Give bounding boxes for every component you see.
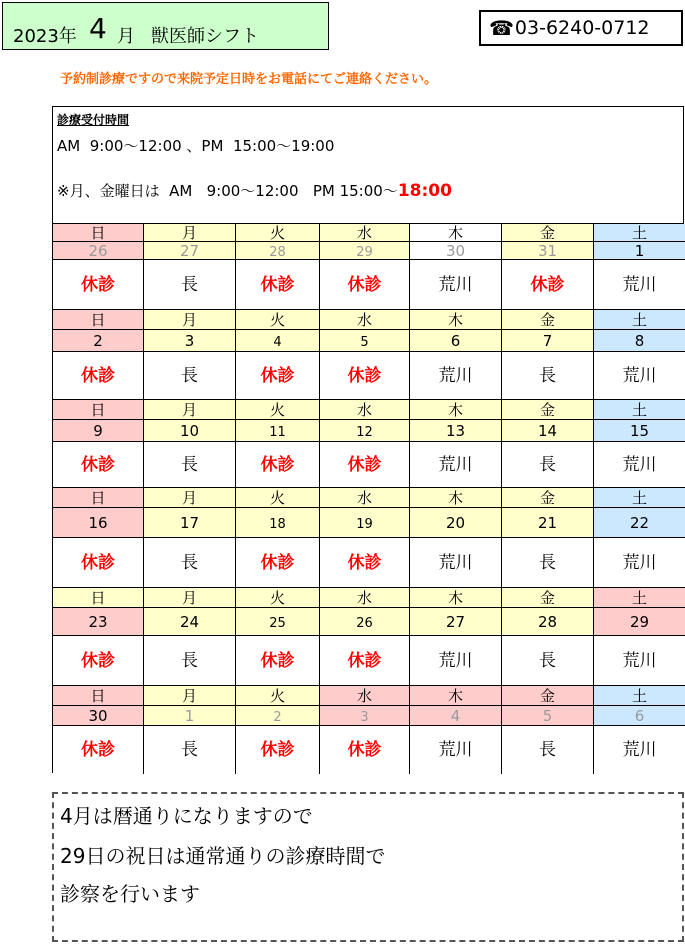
date-cell: [144, 330, 236, 352]
day-name: 月: [181, 589, 197, 607]
date-number: 8: [634, 332, 645, 350]
date-cell: [320, 242, 410, 260]
day-name-cell: [144, 588, 236, 608]
day-name-cell: [320, 310, 410, 330]
day-name: 月: [181, 687, 197, 705]
day-name: 木: [447, 401, 463, 419]
staff-cell: [236, 538, 320, 588]
date-cell: [410, 330, 502, 352]
day-name-cell: [144, 686, 236, 706]
date-cell: [410, 608, 502, 636]
day-name-cell: [236, 224, 320, 242]
day-name-cell: [320, 400, 410, 420]
vet-name: 長: [181, 366, 198, 386]
phone-number: 03-6240-0712: [514, 17, 650, 39]
day-name-cell: [410, 588, 502, 608]
day-name-cell: [502, 488, 594, 508]
staff-cell: [236, 352, 320, 400]
staff-cell: [502, 260, 594, 310]
vet-name: 長: [539, 455, 556, 475]
date-cell: [320, 608, 410, 636]
closed-label: 休診: [260, 275, 295, 295]
day-name-cell: [144, 488, 236, 508]
day-name-cell: [144, 400, 236, 420]
date-number: 9: [93, 422, 103, 440]
day-name-cell: [594, 488, 685, 508]
staff-cell: [410, 726, 502, 774]
day-name-cell: [594, 310, 685, 330]
date-number: 24: [179, 613, 200, 631]
day-name-cell: [53, 686, 144, 706]
hours-regular: AM 9:00〜12:00 、PM 15:00〜19:00: [57, 137, 335, 155]
date-cell: [410, 242, 502, 260]
day-name: 火: [269, 589, 285, 607]
shift-calendar: [52, 223, 684, 773]
vet-name: 長: [181, 651, 198, 671]
title-month-number: 4: [89, 12, 107, 45]
day-name-cell: [410, 400, 502, 420]
staff-cell: [320, 260, 410, 310]
staff-cell: [236, 726, 320, 774]
date-number: 5: [360, 335, 369, 350]
day-name: 土: [631, 311, 647, 329]
day-name: 火: [269, 401, 285, 419]
day-name-cell: [320, 686, 410, 706]
staff-cell: [236, 260, 320, 310]
staff-cell: [410, 260, 502, 310]
day-name-cell: [236, 400, 320, 420]
staff-cell: [53, 442, 144, 488]
day-name: 日: [90, 311, 106, 329]
day-name-cell: [53, 400, 144, 420]
day-name-cell: [53, 224, 144, 242]
day-name-cell: [410, 224, 502, 242]
closed-label: 休診: [347, 275, 382, 295]
vet-name: 長: [181, 553, 198, 573]
closed-label: 休診: [81, 553, 115, 573]
day-name: 月: [181, 489, 197, 507]
date-number: 30: [445, 242, 466, 260]
staff-cell: [53, 352, 144, 400]
staff-cell: [320, 442, 410, 488]
date-number: 13: [445, 422, 466, 440]
staff-cell: [144, 726, 236, 774]
date-number: 3: [360, 710, 369, 725]
hours-mon-fri: [57, 180, 452, 201]
date-number: 11: [269, 425, 286, 440]
day-name: 金: [539, 224, 555, 242]
day-name: 水: [356, 224, 372, 242]
day-name-cell: [53, 310, 144, 330]
day-name: 金: [539, 401, 555, 419]
vet-name: 長: [539, 651, 556, 671]
day-name: 水: [356, 489, 372, 507]
closed-label: 休診: [260, 366, 295, 386]
date-cell: [53, 242, 144, 260]
date-number: 7: [542, 332, 553, 350]
date-cell: [144, 706, 236, 726]
closed-label: 休診: [347, 366, 382, 386]
date-cell: [144, 508, 236, 538]
staff-cell: [502, 442, 594, 488]
vet-name: 荒川: [622, 651, 657, 671]
closed-label: 休診: [81, 651, 115, 671]
closed-label: 休診: [347, 553, 382, 573]
title-year: 2023年: [13, 26, 77, 47]
staff-cell: [320, 538, 410, 588]
day-name: 金: [539, 589, 555, 607]
staff-cell: [410, 636, 502, 686]
day-name: 金: [539, 489, 555, 507]
date-number: 20: [445, 514, 466, 532]
staff-cell: [320, 636, 410, 686]
date-number: 27: [179, 242, 200, 260]
staff-cell: [502, 352, 594, 400]
staff-cell: [594, 260, 685, 310]
staff-cell: [410, 442, 502, 488]
date-number: 2: [93, 332, 103, 350]
closed-label: 休診: [81, 740, 115, 760]
hours-mon-fri-text: ※月、金曜日は AM 9:00〜12:00 PM 15:00〜: [57, 182, 398, 200]
date-number: 23: [88, 613, 108, 631]
date-number: 12: [356, 425, 373, 440]
day-name: 土: [631, 489, 647, 507]
closed-label: 休診: [260, 651, 295, 671]
memo-line-2: 29日の祝日は通常通りの診療時間で: [60, 844, 386, 868]
vet-name: 荒川: [622, 366, 657, 386]
vet-name: 荒川: [622, 455, 657, 475]
vet-name: 長: [181, 455, 198, 475]
date-cell: [502, 330, 594, 352]
date-cell: [594, 706, 685, 726]
day-name: 土: [631, 589, 647, 607]
date-cell: [502, 420, 594, 442]
day-name: 火: [269, 311, 285, 329]
date-number: 28: [269, 245, 286, 260]
day-name: 水: [356, 401, 372, 419]
day-name: 木: [447, 489, 463, 507]
hours-mon-fri-end: 18:00: [397, 181, 452, 201]
date-number: 1: [634, 242, 645, 260]
day-name-cell: [594, 224, 685, 242]
title-subtitle: 獣医師シフト: [151, 26, 259, 47]
vet-name: 荒川: [622, 740, 657, 760]
title-box: [2, 2, 329, 50]
closed-label: 休診: [347, 455, 382, 475]
date-number: 31: [537, 242, 558, 260]
closed-label: 休診: [530, 275, 565, 295]
day-name: 日: [90, 687, 106, 705]
day-name: 金: [539, 687, 555, 705]
date-cell: [53, 330, 144, 352]
date-cell: [594, 608, 685, 636]
day-name-cell: [594, 686, 685, 706]
day-name: 水: [356, 311, 372, 329]
day-name: 月: [181, 224, 197, 242]
staff-cell: [236, 636, 320, 686]
day-name: 日: [90, 489, 106, 507]
date-number: 29: [356, 245, 373, 260]
date-number: 28: [537, 613, 558, 631]
staff-cell: [144, 352, 236, 400]
day-name: 日: [90, 401, 106, 419]
date-number: 5: [542, 707, 553, 725]
staff-cell: [144, 260, 236, 310]
day-name: 木: [447, 687, 463, 705]
staff-cell: [144, 636, 236, 686]
date-number: 4: [273, 335, 282, 350]
day-name: 土: [631, 687, 647, 705]
vet-name: 荒川: [438, 366, 473, 386]
date-number: 26: [356, 616, 373, 631]
day-name: 木: [447, 311, 463, 329]
date-cell: [236, 420, 320, 442]
staff-cell: [53, 636, 144, 686]
day-name: 土: [631, 401, 647, 419]
day-name-cell: [502, 588, 594, 608]
day-name: 水: [356, 687, 372, 705]
date-cell: [53, 706, 144, 726]
phone-icon: ☎: [489, 16, 514, 40]
day-name-cell: [53, 488, 144, 508]
date-cell: [236, 706, 320, 726]
day-name-cell: [320, 488, 410, 508]
closed-label: 休診: [81, 455, 115, 475]
date-cell: [502, 608, 594, 636]
date-cell: [144, 420, 236, 442]
day-name-cell: [236, 488, 320, 508]
vet-name: 長: [539, 366, 556, 386]
day-name-cell: [144, 224, 236, 242]
day-name: 火: [269, 224, 285, 242]
date-cell: [144, 608, 236, 636]
vet-name: 荒川: [438, 740, 473, 760]
date-number: 19: [356, 517, 373, 532]
date-cell: [53, 420, 144, 442]
date-cell: [502, 706, 594, 726]
staff-cell: [53, 260, 144, 310]
day-name-cell: [502, 224, 594, 242]
date-cell: [320, 420, 410, 442]
closed-label: 休診: [347, 740, 382, 760]
staff-cell: [410, 352, 502, 400]
staff-cell: [502, 636, 594, 686]
staff-cell: [320, 352, 410, 400]
date-number: 14: [537, 422, 558, 440]
day-name-cell: [410, 310, 502, 330]
staff-cell: [144, 538, 236, 588]
staff-cell: [53, 726, 144, 774]
date-cell: [320, 330, 410, 352]
day-name: 火: [269, 687, 285, 705]
date-number: 3: [184, 332, 195, 350]
vet-name: 荒川: [438, 275, 473, 295]
date-cell: [236, 608, 320, 636]
staff-cell: [53, 538, 144, 588]
memo-line-1: 4月は暦通りになりますので: [60, 804, 313, 828]
date-cell: [594, 420, 685, 442]
day-name-cell: [594, 400, 685, 420]
date-cell: [320, 706, 410, 726]
date-number: 27: [445, 613, 466, 631]
vet-name: 荒川: [438, 553, 473, 573]
staff-cell: [594, 636, 685, 686]
day-name: 水: [356, 589, 372, 607]
date-cell: [53, 508, 144, 538]
date-number: 30: [88, 707, 108, 725]
date-cell: [410, 420, 502, 442]
staff-cell: [594, 352, 685, 400]
date-cell: [236, 330, 320, 352]
date-number: 6: [450, 332, 461, 350]
date-cell: [594, 330, 685, 352]
memo-line-3: 診察を行います: [60, 882, 200, 906]
day-name-cell: [410, 686, 502, 706]
day-name: 日: [90, 589, 106, 607]
day-name: 金: [539, 311, 555, 329]
vet-name: 長: [539, 553, 556, 573]
consultation-hours: [52, 106, 684, 223]
date-cell: [594, 242, 685, 260]
vet-name: 長: [181, 275, 198, 295]
day-name: 火: [269, 489, 285, 507]
closed-label: 休診: [347, 651, 382, 671]
date-cell: [236, 508, 320, 538]
date-number: 1: [184, 707, 195, 725]
staff-cell: [236, 442, 320, 488]
date-number: 10: [179, 422, 200, 440]
day-name: 土: [631, 224, 647, 242]
date-number: 25: [269, 616, 286, 631]
staff-cell: [594, 538, 685, 588]
day-name-cell: [236, 588, 320, 608]
closed-label: 休診: [260, 455, 295, 475]
day-name: 月: [181, 401, 197, 419]
closed-label: 休診: [81, 366, 115, 386]
date-number: 21: [537, 514, 558, 532]
day-name: 月: [181, 311, 197, 329]
title-month-unit: 月: [117, 26, 135, 47]
staff-cell: [320, 726, 410, 774]
hours-heading: 診療受付時間: [57, 113, 130, 127]
closed-label: 休診: [260, 740, 295, 760]
day-name-cell: [320, 588, 410, 608]
date-cell: [410, 508, 502, 538]
staff-cell: [594, 726, 685, 774]
date-number: 2: [273, 710, 282, 725]
day-name: 木: [447, 224, 463, 242]
date-cell: [410, 706, 502, 726]
date-cell: [320, 508, 410, 538]
date-number: 26: [88, 242, 108, 260]
day-name-cell: [53, 588, 144, 608]
date-number: 16: [88, 514, 108, 532]
day-name-cell: [502, 400, 594, 420]
vet-name: 荒川: [622, 553, 657, 573]
day-name: 日: [90, 224, 106, 242]
date-number: 29: [629, 613, 650, 631]
closed-label: 休診: [260, 553, 295, 573]
staff-cell: [502, 726, 594, 774]
date-number: 4: [450, 707, 461, 725]
day-name-cell: [236, 310, 320, 330]
vet-name: 長: [539, 740, 556, 760]
date-cell: [236, 242, 320, 260]
date-number: 22: [629, 514, 650, 532]
date-number: 17: [179, 514, 200, 532]
phone-box: [479, 10, 683, 46]
staff-cell: [594, 442, 685, 488]
vet-name: 荒川: [622, 275, 657, 295]
day-name-cell: [502, 686, 594, 706]
staff-cell: [502, 538, 594, 588]
day-name-cell: [594, 588, 685, 608]
day-name-cell: [144, 310, 236, 330]
vet-name: 荒川: [438, 455, 473, 475]
date-number: 18: [269, 517, 286, 532]
holiday-memo: [52, 792, 684, 942]
date-cell: [502, 242, 594, 260]
vet-name: 長: [181, 740, 198, 760]
day-name-cell: [236, 686, 320, 706]
day-name-cell: [502, 310, 594, 330]
day-name: 木: [447, 589, 463, 607]
date-cell: [594, 508, 685, 538]
date-number: 15: [629, 422, 650, 440]
reservation-notice: 予約制診療ですので来院予定日時をお電話にてご連絡ください。: [60, 72, 438, 87]
date-number: 6: [634, 707, 645, 725]
staff-cell: [410, 538, 502, 588]
day-name-cell: [410, 488, 502, 508]
date-cell: [53, 608, 144, 636]
date-cell: [144, 242, 236, 260]
date-cell: [502, 508, 594, 538]
staff-cell: [144, 442, 236, 488]
vet-name: 荒川: [438, 651, 473, 671]
day-name-cell: [320, 224, 410, 242]
closed-label: 休診: [81, 275, 115, 295]
